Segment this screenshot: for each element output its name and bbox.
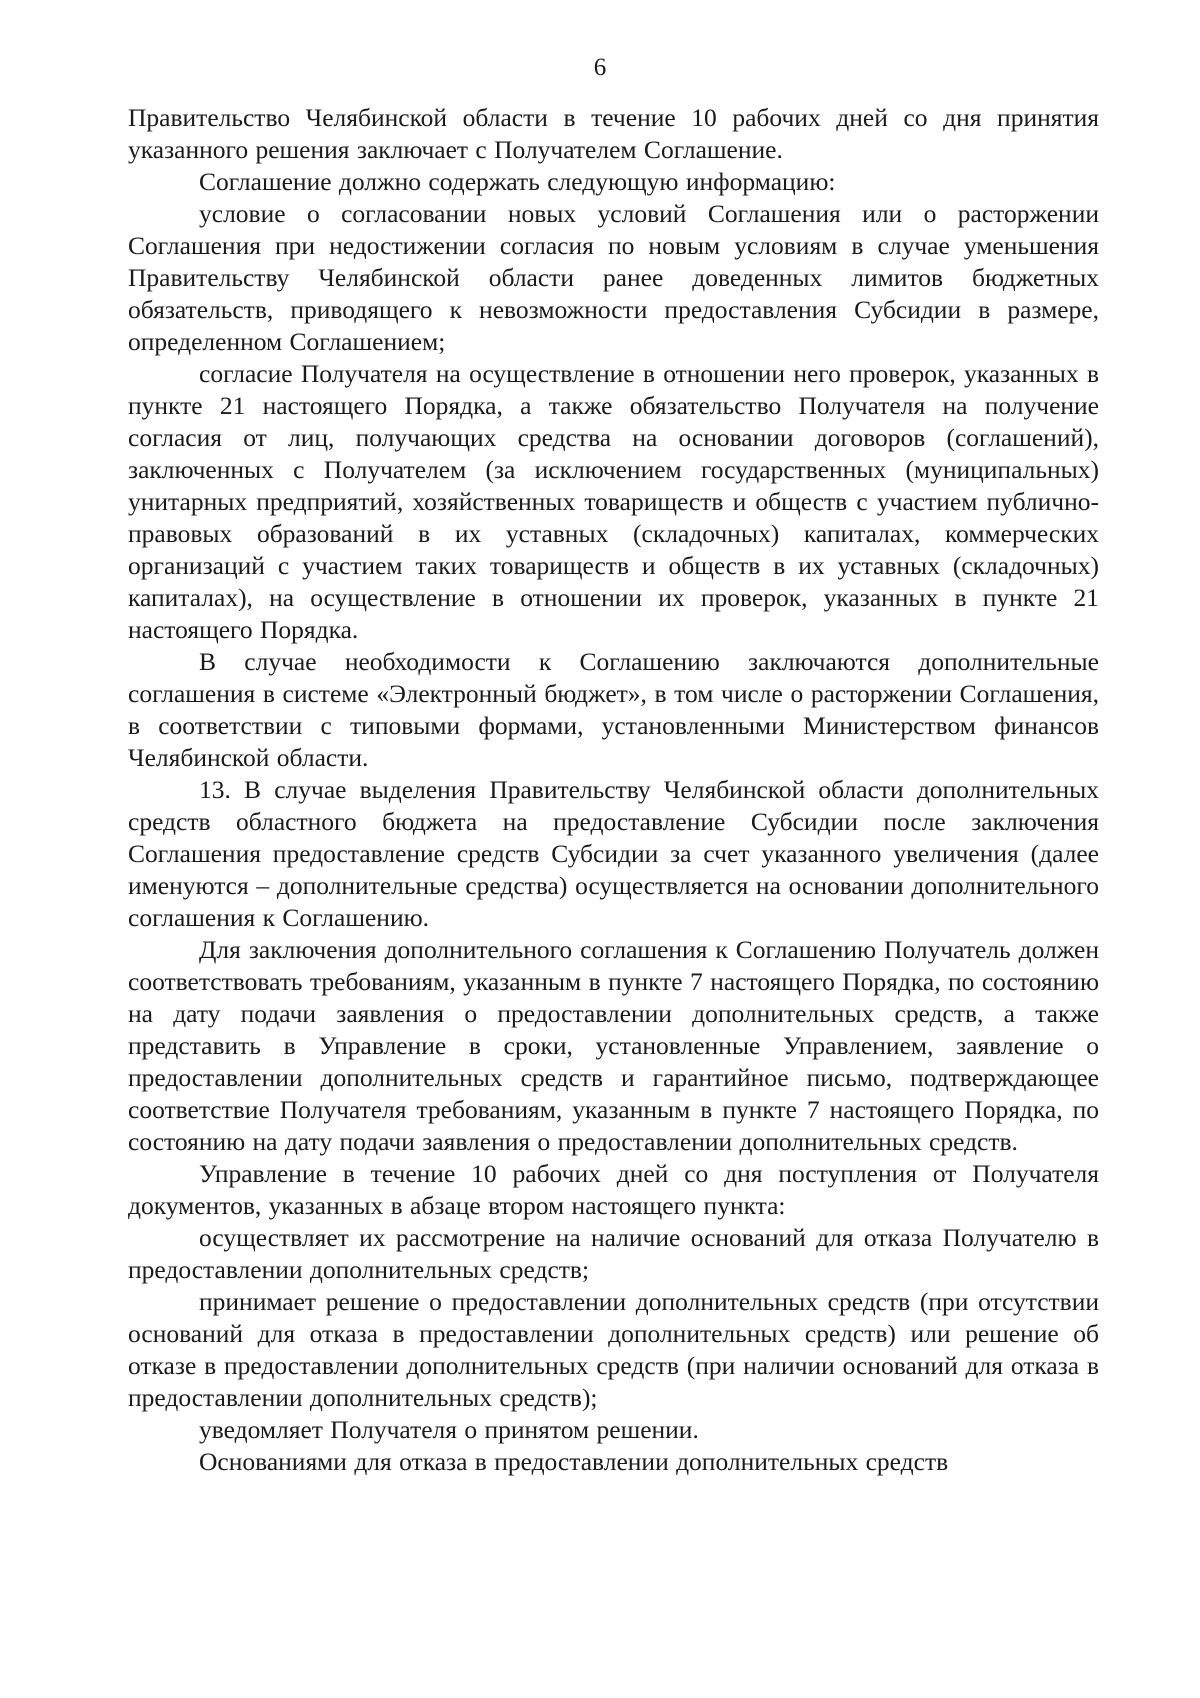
paragraph: согласие Получателя на осуществление в отношении него проверок, указанных в пункте 21 настоящего Порядка, а также обязательство Получателя на получение согласия от лиц, получающих средства на основании договоров (соглашений), заключенных с Получателем (за исключением государственных (муниципальных) унитарных предприятий, хозяйственных товариществ и обществ с участием публично-правовых образований в их уставных (складочных) капиталах, коммерческих организаций с участием таких товариществ и обществ в их уставных (складочных) капиталах), на осуществление в отношении их проверок, указанных в пункте 21 настоящего Порядка. (128, 359, 1099, 644)
paragraph: осуществляет их рассмотрение на наличие оснований для отказа Получателю в предоставлении дополнительных средств; (128, 1223, 1099, 1284)
paragraph: уведомляет Получателя о принятом решении. (199, 1415, 699, 1444)
paragraph: 13. В случае выделения Правительству Челябинской области дополнительных средств областного бюджета на предоставление Субсидии после заключения Соглашения предоставление средств Субсидии за счет указанного увеличения (далее именуются – дополнительные средства) осуществляется на основании дополнительного соглашения к Соглашению. (128, 775, 1099, 932)
paragraph: принимает решение о предоставлении дополнительных средств (при отсутствии оснований для отказа в предоставлении дополнительных средств) или решение об отказе в предоставлении дополнительных средств (при наличии оснований для отказа в предоставлении дополнительных средств); (128, 1287, 1099, 1412)
paragraph: Соглашение должно содержать следующую информацию: (199, 167, 836, 196)
paragraph: Управление в течение 10 рабочих дней со дня поступления от Получателя документов, указанных в абзаце втором настоящего пункта: (128, 1159, 1099, 1220)
paragraph: Для заключения дополнительного соглашения к Соглашению Получатель должен соответствовать требованиям, указанным в пункте 7 настоящего Порядка, по состоянию на дату подачи заявления о предоставлении дополнительных средств, а также представить в Управление в сроки, установленные Управлением, заявление о предоставлении дополнительных средств и гарантийное письмо, подтверждающее соответствие Получателя требованиям, указанным в пункте 7 настоящего Порядка, по состоянию на дату подачи заявления о предоставлении дополнительных средств. (128, 935, 1099, 1156)
page-number: 6 (593, 54, 607, 81)
paragraph: условие о согласовании новых условий Соглашения или о расторжении Соглашения при недостижении согласия по новым условиям в случае уменьшения Правительству Челябинской области ранее доведенных лимитов бюджетных обязательств, приводящего к невозможности предоставления Субсидии в размере, определенном Соглашением; (128, 199, 1099, 356)
paragraph: В случае необходимости к Соглашению заключаются дополнительные соглашения в системе «Электронный бюджет», в том числе о расторжении Соглашения, в соответствии с типовыми формами, установленными Министерством финансов Челябинской области. (128, 647, 1099, 772)
paragraph: Основаниями для отказа в предоставлении дополнительных средств (199, 1447, 949, 1476)
document-body (128, 102, 1099, 1478)
paragraph: Правительство Челябинской области в течение 10 рабочих дней со дня принятия указанного решения заключает с Получателем Соглашение. (128, 103, 1099, 164)
